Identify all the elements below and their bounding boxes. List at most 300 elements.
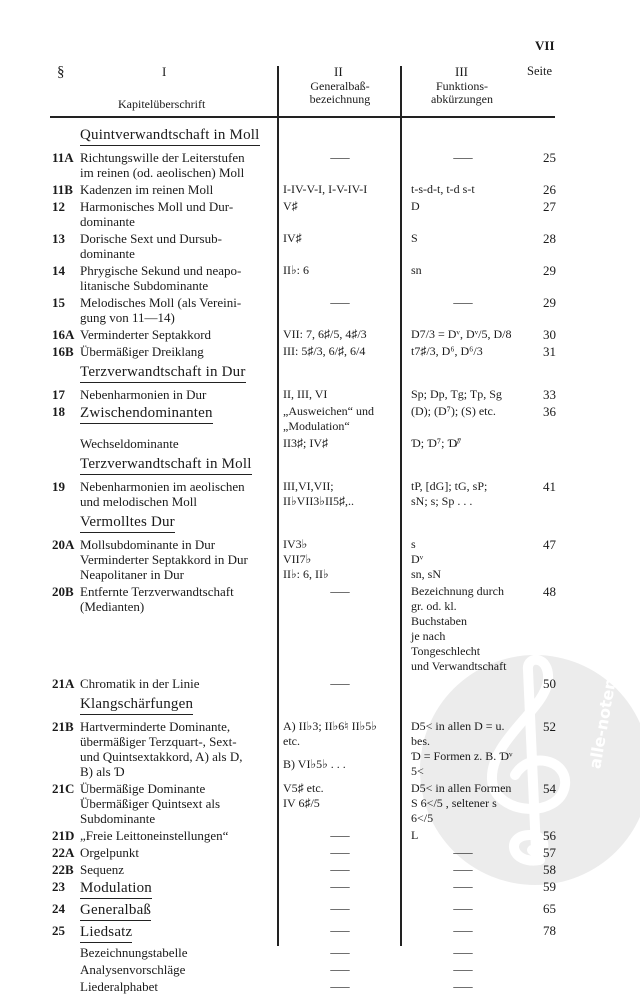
chapter-number — [52, 455, 80, 475]
function-line: sn — [411, 263, 422, 277]
function-abbreviation — [400, 923, 518, 943]
function-line: Ɗ; Ɗ⁷; Ɗ̸⁷ — [411, 436, 462, 450]
figured-bass-line: — — [329, 901, 350, 915]
chapter-number: 20B — [52, 584, 74, 599]
toc-row — [52, 901, 556, 921]
chapter-heading: Generalbaß — [80, 901, 151, 921]
function-line: — — [452, 979, 473, 993]
function-abbreviation — [400, 719, 518, 779]
chapter-title — [80, 901, 277, 921]
function-line: — — [452, 945, 473, 959]
chapter-number: 15 — [52, 295, 65, 310]
function-line: D5< in allen Formen — [411, 781, 512, 795]
chapter-title — [80, 862, 277, 877]
section-heading: Vermolltes Dur — [80, 513, 175, 533]
function-abbreviation — [400, 199, 518, 229]
function-line: D7/3 = Dᵛ, Dᵛ/5, D/8 — [411, 327, 512, 341]
chapter-title — [80, 455, 277, 475]
toc-row — [52, 327, 556, 342]
figured-bass-line: — — [329, 584, 350, 598]
toc-row — [52, 845, 556, 860]
page-number-link — [518, 436, 556, 451]
chapter-number — [52, 436, 80, 451]
toc-row — [52, 263, 556, 293]
toc-row — [52, 295, 556, 325]
function-abbreviation — [400, 862, 518, 877]
figured-bass-line: B) VI♭5♭ . . . — [283, 757, 346, 771]
chapter-title — [80, 295, 277, 325]
header-col2-label — [300, 80, 380, 106]
figured-bass-line: I-IV-V-I, I-V-IV-I — [283, 182, 368, 196]
figured-bass-notation — [277, 979, 400, 994]
figured-bass-line: — — [329, 150, 350, 164]
chapter-title-line: Harmonisches Moll und Dur- — [80, 199, 234, 214]
figured-bass-line: — — [329, 945, 350, 959]
function-line: sn, sN — [411, 567, 442, 581]
chapter-number: 22A — [52, 845, 75, 860]
function-line: S — [411, 231, 418, 245]
figured-bass-line: V♯ — [283, 199, 298, 213]
figured-bass-notation — [277, 327, 400, 342]
function-line: und Verwandtschaft — [411, 659, 507, 673]
function-abbreviation — [400, 676, 518, 691]
figured-bass-line: — — [329, 676, 350, 690]
toc-row — [52, 584, 556, 674]
toc-row — [52, 387, 556, 402]
function-line: Bezeichnung durch — [411, 584, 504, 598]
chapter-title-line: Subdominante — [80, 811, 156, 826]
figured-bass-line: IV♯ — [283, 231, 302, 245]
chapter-title-line: Sequenz — [80, 862, 125, 877]
toc-row — [52, 479, 556, 509]
chapter-number: 16A — [52, 327, 75, 342]
figured-bass-line: — — [329, 845, 350, 859]
function-line: — — [452, 150, 473, 164]
figured-bass-line: — — [329, 295, 350, 309]
figured-bass-notation — [277, 845, 400, 860]
figured-bass-notation — [277, 199, 400, 229]
chapter-title-line: im reinen (od. aeolischen) Moll — [80, 165, 245, 180]
figured-bass-notation — [277, 676, 400, 691]
section-row — [52, 363, 556, 383]
chapter-number — [52, 979, 80, 994]
chapter-title-line: Orgelpunkt — [80, 845, 139, 860]
function-abbreviation — [400, 945, 518, 960]
figured-bass-notation — [277, 295, 400, 325]
chapter-title — [80, 363, 277, 383]
page-number-link[interactable]: 30 — [543, 327, 556, 342]
toc-row — [52, 862, 556, 877]
figured-bass-line: III,VI,VII; II♭VII3♭II5♯,.. — [283, 479, 354, 508]
figured-bass-notation — [277, 719, 400, 779]
header-col1-label: Kapitelüberschrift — [118, 97, 206, 111]
figured-bass-notation — [277, 828, 400, 843]
function-line: — — [452, 295, 473, 309]
toc-row — [52, 676, 556, 691]
chapter-title-line: Melodisches Moll (als Vereini- — [80, 295, 242, 310]
page-number: VII — [535, 38, 555, 53]
figured-bass-line: — — [329, 962, 350, 976]
chapter-title-line: Neapolitaner in Dur — [80, 567, 184, 582]
chapter-title-line: Nebenharmonien in Dur — [80, 387, 207, 402]
section-heading: Klangschärfungen — [80, 695, 193, 715]
chapter-title-line: Dorische Sext und Dursub- — [80, 231, 222, 246]
chapter-title-line: dominante — [80, 246, 135, 261]
header-paragraph: § — [57, 64, 65, 80]
chapter-number: 21A — [52, 676, 75, 691]
figured-bass-notation — [277, 513, 400, 533]
chapter-title — [80, 327, 277, 342]
chapter-title — [80, 387, 277, 402]
header-col1-num: I — [162, 64, 167, 79]
header-divider — [50, 116, 555, 118]
page-number-link[interactable]: 29 — [543, 263, 556, 278]
chapter-title — [80, 263, 277, 293]
chapter-title-line: Richtungswille der Leiterstufen — [80, 150, 245, 165]
chapter-title-line: Mollsubdominante in Dur — [80, 537, 216, 552]
figured-bass-line — [283, 749, 396, 757]
figured-bass-line: II♭: 6 — [283, 263, 309, 277]
toc-row — [52, 231, 556, 261]
figured-bass-notation — [277, 879, 400, 899]
figured-bass-notation — [277, 344, 400, 359]
chapter-title — [80, 126, 277, 146]
chapter-title-line: Verminderter Septakkord — [80, 327, 212, 342]
chapter-title-line: Kadenzen im reinen Moll — [80, 182, 214, 197]
page-number-link[interactable]: 27 — [543, 199, 556, 214]
chapter-number — [52, 126, 80, 146]
section-heading: Quintverwandtschaft in Moll — [80, 126, 260, 146]
page-number-link — [518, 363, 556, 383]
function-abbreviation — [400, 901, 518, 921]
chapter-title-line: Übermäßiger Quintsext als — [80, 796, 221, 811]
page-number-link[interactable]: 33 — [543, 387, 556, 402]
function-line: Ɗ = Formen z. B. Ɗᵛ 5< — [411, 749, 513, 778]
function-line: t-s-d-t, t-d s-t — [411, 182, 475, 196]
chapter-title — [80, 513, 277, 533]
figured-bass-notation — [277, 436, 400, 451]
figured-bass-notation — [277, 923, 400, 943]
chapter-title-line: dominante — [80, 214, 135, 229]
chapter-title — [80, 979, 277, 994]
figured-bass-notation — [277, 862, 400, 877]
function-line: — — [452, 845, 473, 859]
header-col3-label-line: Funktions- — [435, 79, 488, 93]
toc-row — [52, 923, 556, 943]
chapter-title-line: und Quintsextakkord, A) als D, — [80, 749, 243, 764]
chapter-title — [80, 781, 277, 826]
figured-bass-notation — [277, 387, 400, 402]
function-line: L — [411, 828, 419, 842]
figured-bass-line: „Modulation“ — [283, 419, 350, 433]
header-col2-num: II — [334, 64, 343, 79]
chapter-number — [52, 695, 80, 715]
toc-row — [52, 537, 556, 582]
function-abbreviation — [400, 387, 518, 402]
chapter-heading: Liedsatz — [80, 923, 132, 943]
figured-bass-line: V5♯ etc. — [283, 781, 324, 795]
chapter-title-line: „Freie Leittoneinstellungen“ — [80, 828, 229, 843]
figured-bass-line: II3♯; IV♯ — [283, 436, 328, 450]
section-heading: Terzverwandtschaft in Dur — [80, 363, 246, 383]
chapter-title — [80, 182, 277, 197]
chapter-title — [80, 945, 277, 960]
figured-bass-notation — [277, 945, 400, 960]
chapter-title-line: Hartverminderte Dominante, — [80, 719, 231, 734]
chapter-title-line: gung von 11—14) — [80, 310, 175, 325]
function-abbreviation — [400, 150, 518, 180]
function-abbreviation — [400, 344, 518, 359]
chapter-title-line: (Medianten) — [80, 599, 145, 614]
chapter-title-line: Phrygische Sekund und neapo- — [80, 263, 242, 278]
chapter-number: 13 — [52, 231, 65, 246]
chapter-number: 21C — [52, 781, 75, 796]
page-number-link — [518, 945, 556, 960]
function-abbreviation — [400, 979, 518, 994]
chapter-title — [80, 344, 277, 359]
chapter-title — [80, 584, 277, 674]
toc-row — [52, 945, 556, 960]
chapter-number: 22B — [52, 862, 74, 877]
function-abbreviation — [400, 584, 518, 674]
function-abbreviation — [400, 327, 518, 342]
chapter-number: 20A — [52, 537, 75, 552]
chapter-title-line: Bezeichnungstabelle — [80, 945, 188, 960]
figured-bass-line: VII7♭ — [283, 552, 312, 566]
chapter-number — [52, 513, 80, 533]
chapter-number — [52, 363, 80, 383]
toc-row — [52, 979, 556, 994]
chapter-title — [80, 719, 277, 779]
chapter-number: 21D — [52, 828, 75, 843]
function-line: s — [411, 537, 416, 551]
function-abbreviation — [400, 455, 518, 475]
chapter-title — [80, 676, 277, 691]
figured-bass-notation — [277, 263, 400, 293]
section-row — [52, 455, 556, 475]
figured-bass-notation — [277, 584, 400, 674]
header-col3-num: III — [455, 64, 468, 79]
page-number-link — [518, 455, 556, 475]
chapter-number: 19 — [52, 479, 65, 494]
function-line: Sp; Dp, Tg; Tp, Sg — [411, 387, 502, 401]
function-abbreviation — [400, 828, 518, 843]
toc-row — [52, 719, 556, 779]
figured-bass-notation — [277, 455, 400, 475]
function-abbreviation — [400, 479, 518, 509]
figured-bass-notation — [277, 150, 400, 180]
page-number-link[interactable]: 29 — [543, 295, 556, 310]
figured-bass-line: „Ausweichen“ und — [283, 404, 374, 418]
chapter-title-line: B) als Ɗ — [80, 764, 125, 779]
watermark-text: alle-noten.de — [585, 648, 625, 771]
chapter-title — [80, 479, 277, 509]
chapter-number: 24 — [52, 901, 65, 916]
figured-bass-notation — [277, 404, 400, 434]
chapter-title — [80, 695, 277, 715]
section-row — [52, 695, 556, 715]
function-abbreviation — [400, 263, 518, 293]
page-number-link — [518, 126, 556, 146]
chapter-title — [80, 828, 277, 843]
chapter-title — [80, 923, 277, 943]
figured-bass-notation — [277, 781, 400, 826]
page-number-link[interactable]: 31 — [543, 344, 556, 359]
page-number-link[interactable]: 28 — [543, 231, 556, 246]
function-abbreviation — [400, 436, 518, 451]
page-number-link[interactable]: 59 — [543, 879, 556, 894]
function-line: — — [452, 962, 473, 976]
chapter-number: 11B — [52, 182, 73, 197]
function-line: — — [452, 923, 473, 937]
page-number-link[interactable]: 48 — [543, 584, 556, 599]
chapter-title — [80, 537, 277, 582]
chapter-title-line: Entfernte Terzverwandtschaft — [80, 584, 234, 599]
figured-bass-line: IV 6♯/5 — [283, 796, 320, 810]
chapter-heading: Modulation — [80, 879, 152, 899]
toc-row — [52, 344, 556, 359]
function-line: (D); (D⁷); (S) etc. — [411, 404, 496, 418]
chapter-title — [80, 879, 277, 899]
figured-bass-notation — [277, 126, 400, 146]
toc-row — [52, 404, 556, 434]
chapter-heading: Zwischendominanten — [80, 404, 213, 424]
page-number-link[interactable]: 78 — [543, 923, 556, 938]
figured-bass-line: — — [329, 879, 350, 893]
chapter-number: 21B — [52, 719, 74, 734]
chapter-number: 18 — [52, 404, 65, 419]
chapter-number: 11A — [52, 150, 74, 165]
function-line: — — [452, 862, 473, 876]
figured-bass-line: II♭: 6, II♭ — [283, 567, 329, 581]
chapter-title-line: und melodischen Moll — [80, 494, 197, 509]
page-number-link — [518, 695, 556, 715]
function-abbreviation — [400, 781, 518, 826]
function-line: gr. od. kl. Buchstaben — [411, 599, 467, 628]
function-abbreviation — [400, 126, 518, 146]
page-number-link[interactable]: 25 — [543, 150, 556, 165]
header-col2-label-line: Generalbaß- — [310, 79, 370, 93]
function-abbreviation — [400, 231, 518, 261]
figured-bass-notation — [277, 537, 400, 582]
figured-bass-notation — [277, 479, 400, 509]
chapter-title-line: übermäßiger Terzquart-, Sext- — [80, 734, 237, 749]
section-row — [52, 126, 556, 146]
function-abbreviation — [400, 363, 518, 383]
chapter-title — [80, 436, 277, 451]
function-line: — — [452, 879, 473, 893]
chapter-title — [80, 231, 277, 261]
function-abbreviation — [400, 537, 518, 582]
toc-row — [52, 879, 556, 899]
function-line: t7♯/3, D⁶, D⁶/3 — [411, 344, 483, 358]
chapter-title — [80, 150, 277, 180]
chapter-title-line: litanische Subdominante — [80, 278, 209, 293]
function-line: D — [411, 199, 420, 213]
chapter-number: 25 — [52, 923, 65, 938]
figured-bass-line: VII: 7, 6♯/5, 4♯/3 — [283, 327, 367, 341]
function-line: sN; s; Sp . . . — [411, 494, 473, 508]
chapter-title-line: Übermäßiger Dreiklang — [80, 344, 204, 359]
toc-row — [52, 436, 556, 451]
function-line: je nach Tongeschlecht — [411, 629, 481, 658]
chapter-title-line: Chromatik in der Linie — [80, 676, 200, 691]
function-line: D5< in allen D = u. bes. — [411, 719, 505, 748]
function-line: — — [452, 901, 473, 915]
function-abbreviation — [400, 695, 518, 715]
function-abbreviation — [400, 879, 518, 899]
toc-row — [52, 182, 556, 197]
function-line: tP, [dG]; tG, sP; — [411, 479, 488, 493]
chapter-number: 23 — [52, 879, 65, 894]
chapter-title-line: Analysenvorschläge — [80, 962, 186, 977]
page-number-link[interactable]: 56 — [543, 828, 556, 843]
toc-row — [52, 781, 556, 826]
chapter-title-line: Wechseldominante — [80, 436, 179, 451]
function-abbreviation — [400, 404, 518, 434]
figured-bass-line: III: 5♯/3, 6/♯, 6/4 — [283, 344, 366, 358]
figured-bass-line: IV3♭ — [283, 537, 308, 551]
header-page-label: Seite — [527, 64, 552, 78]
chapter-title-line: Nebenharmonien im aeolischen — [80, 479, 245, 494]
page-number-link[interactable]: 26 — [543, 182, 556, 197]
chapter-number: 14 — [52, 263, 65, 278]
header-col2-label-line: bezeichnung — [309, 92, 371, 106]
chapter-title-line: Übermäßige Dominante — [80, 781, 206, 796]
page-number-link[interactable]: 50 — [543, 676, 556, 691]
page-number-link[interactable]: 52 — [543, 719, 556, 734]
chapter-title-line: Verminderter Septakkord in Dur — [80, 552, 248, 567]
figured-bass-notation — [277, 182, 400, 197]
chapter-number: 17 — [52, 387, 65, 402]
page-number-link[interactable]: 41 — [543, 479, 556, 494]
page-number-link[interactable]: 58 — [543, 862, 556, 877]
page-number-link[interactable]: 36 — [543, 404, 556, 419]
section-row — [52, 513, 556, 533]
function-line: S 6</5 , seltener s 6</5 — [411, 796, 497, 825]
figured-bass-line: — — [329, 862, 350, 876]
figured-bass-line: — — [329, 979, 350, 993]
figured-bass-notation — [277, 901, 400, 921]
figured-bass-line: II, III, VI — [283, 387, 328, 401]
page-number-link[interactable]: 65 — [543, 901, 556, 916]
function-abbreviation — [400, 513, 518, 533]
chapter-number — [52, 945, 80, 960]
page-number-link[interactable]: 57 — [543, 845, 556, 860]
page-number-link — [518, 979, 556, 994]
function-abbreviation — [400, 182, 518, 197]
header-col3-label-line: abkürzungen — [431, 92, 493, 106]
figured-bass-line: A) II♭3; II♭6♮ II♭5♭ etc. — [283, 719, 377, 748]
function-abbreviation — [400, 295, 518, 325]
chapter-title — [80, 404, 277, 434]
chapter-number: 16B — [52, 344, 74, 359]
chapter-title — [80, 845, 277, 860]
page-number-link — [518, 513, 556, 533]
chapter-title — [80, 199, 277, 229]
figured-bass-notation — [277, 363, 400, 383]
function-line: Dᵛ — [411, 552, 424, 566]
page-number-link[interactable]: 47 — [543, 537, 556, 552]
figured-bass-notation — [277, 695, 400, 715]
chapter-title-line: Liederalphabet — [80, 979, 158, 994]
figured-bass-line: — — [329, 828, 350, 842]
toc-table — [52, 122, 556, 996]
toc-row — [52, 199, 556, 229]
page-number-link[interactable]: 54 — [543, 781, 556, 796]
chapter-number: 12 — [52, 199, 65, 214]
section-heading: Terzverwandtschaft in Moll — [80, 455, 252, 475]
